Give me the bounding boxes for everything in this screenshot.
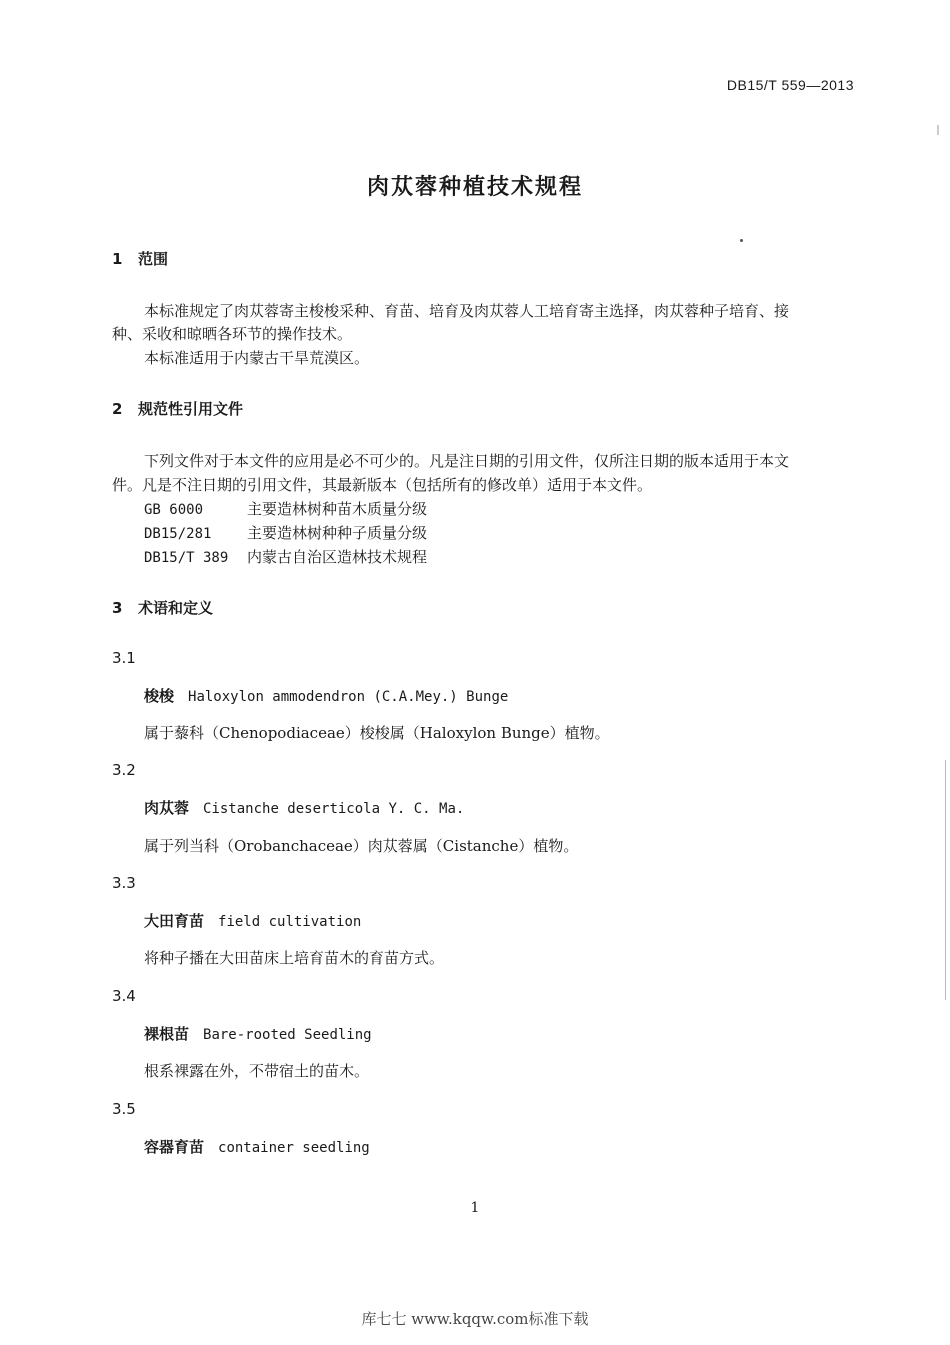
reference-row: [144, 545, 427, 570]
term-name-cn: 裸根苗: [144, 1025, 190, 1043]
reference-row: [144, 521, 427, 546]
page-number: 1: [470, 1200, 480, 1216]
section-number: 3: [112, 599, 123, 617]
section-1-para2: 本标准适用于内蒙古干旱荒漠区。: [144, 349, 370, 367]
section-3-heading: [112, 597, 213, 618]
term-number: 3.4: [112, 987, 136, 1005]
term-number: 3.3: [112, 874, 136, 892]
reference-code: DB15/T 389: [144, 550, 229, 566]
term-title: [144, 1136, 370, 1157]
scan-edge-line: [945, 760, 946, 1000]
section-title: 术语和定义: [138, 599, 214, 617]
section-1-heading: [112, 248, 168, 269]
reference-code: GB 6000: [144, 502, 204, 518]
term-definition: 将种子播在大田苗床上培育苗木的育苗方式。: [144, 949, 445, 967]
section-number: 1: [112, 250, 123, 268]
section-title: 范围: [138, 250, 169, 268]
term-number: 3.5: [112, 1100, 136, 1118]
footer-watermark: 库七七 www.kqqw.com标准下载: [361, 1310, 589, 1328]
section-1-para1-line1: 本标准规定了肉苁蓉寄主梭梭采种、育苗、培育及肉苁蓉人工培育寄主选择，肉苁蓉种子培育、接: [144, 302, 790, 320]
term-name-cn: 肉苁蓉: [144, 799, 190, 817]
section-number: 2: [112, 400, 123, 418]
section-1-para1-line2: 种、采收和晾晒各环节的操作技术。: [112, 325, 353, 343]
term-name-en: container seedling: [218, 1140, 370, 1156]
section-2-heading: [112, 398, 243, 419]
term-name-en: Cistanche deserticola Y. C. Ma.: [203, 801, 465, 817]
term-name-cn: 梭梭: [144, 687, 175, 705]
term-name-en: Bare-rooted Seedling: [203, 1027, 372, 1043]
term-title: [144, 797, 464, 818]
reference-code: DB15/281: [144, 526, 212, 542]
reference-title: 主要造林树种苗木质量分级: [247, 500, 428, 518]
reference-title: 主要造林树种种子质量分级: [247, 524, 428, 542]
term-name-cn: 大田育苗: [144, 912, 205, 930]
term-name-en: field cultivation: [218, 914, 362, 930]
reference-title: 内蒙古自治区造林技术规程: [247, 548, 428, 566]
reference-row: [144, 497, 427, 522]
term-definition: 属于藜科（Chenopodiaceae）梭梭属（Haloxylon Bunge）植物。: [144, 724, 610, 742]
scan-speck: [740, 239, 743, 242]
scan-speck: [937, 125, 939, 135]
term-title: [144, 1023, 372, 1044]
section-title: 规范性引用文件: [138, 400, 244, 418]
term-title: [144, 910, 361, 931]
document-title: 肉苁蓉种植技术规程: [366, 175, 583, 200]
term-number: 3.2: [112, 761, 136, 779]
section-2-para-line2: 件。凡是不注日期的引用文件，其最新版本（包括所有的修改单）适用于本文件。: [112, 476, 653, 494]
term-title: [144, 685, 508, 706]
term-definition: 根系裸露在外，不带宿土的苗木。: [144, 1062, 370, 1080]
term-name-en: Haloxylon ammodendron (C.A.Mey.) Bunge: [188, 689, 509, 705]
section-2-para-line1: 下列文件对于本文件的应用是必不可少的。凡是注日期的引用文件，仅所注日期的版本适用于本文: [144, 452, 790, 470]
term-definition: 属于列当科（Orobanchaceae）肉苁蓉属（Cistanche）植物。: [144, 837, 579, 855]
term-name-cn: 容器育苗: [144, 1138, 205, 1156]
standard-number: DB15/T 559—2013: [726, 77, 854, 93]
term-number: 3.1: [112, 649, 136, 667]
